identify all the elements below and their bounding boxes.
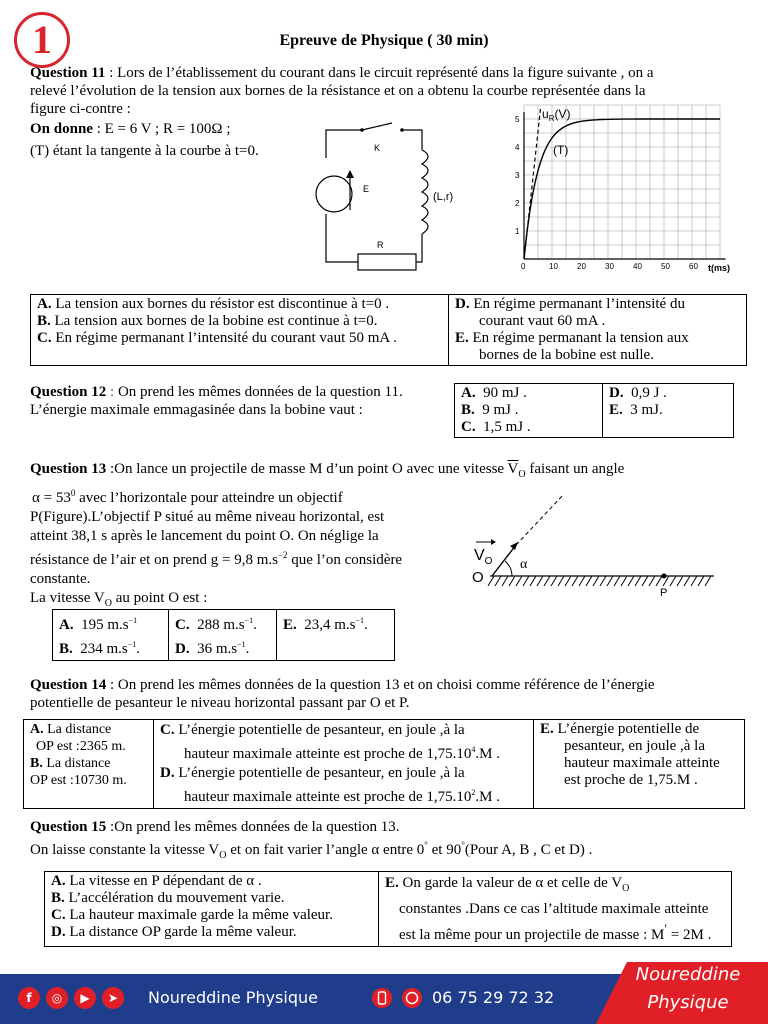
v0-arrow-head <box>510 542 518 550</box>
source-label: E <box>363 184 370 194</box>
hatch-mark <box>516 576 522 586</box>
hatch-mark <box>586 576 592 586</box>
q14-option-b[interactable]: B. La distance OP est :10730 m. <box>30 756 127 788</box>
telegram-icon[interactable]: ➤ <box>102 987 124 1009</box>
graph-ticks <box>515 115 698 271</box>
switch-contact <box>400 128 404 132</box>
tangent-note: (T) étant la tangente à la courbe à t=0. <box>30 143 259 159</box>
hatch-mark <box>593 576 599 586</box>
facebook-icon[interactable]: f <box>18 987 40 1009</box>
footer-name: Noureddine Physique <box>148 988 318 1007</box>
circuit-wire <box>402 130 422 150</box>
x-tick-label: 20 <box>577 262 586 271</box>
coil-shape <box>422 150 428 234</box>
q14-option-c[interactable]: C. L’énergie potentielle de pesanteur, en joule ,à la hauteur maximale atteinte est proche de 1,75.10$^4$.M . <box>160 722 500 762</box>
q15-option-e[interactable]: E. On garde la valeur de α et celle de $V_O$ constantes .Dans ce cas l’altitude maximale atteinte est la même pour un projectile de masse : M′ = 2M . <box>385 875 712 943</box>
source-arrow-head <box>346 170 354 178</box>
hatch-mark <box>684 576 690 586</box>
hatch-mark <box>607 576 613 586</box>
page-number-badge: 1 <box>14 12 70 68</box>
brand-line-2: Physique <box>647 992 729 1013</box>
resistor-shape <box>358 254 416 270</box>
q14-answers <box>23 719 745 809</box>
y-tick-label: 1 <box>515 227 520 236</box>
projectile-figure <box>468 490 718 602</box>
hatch-mark <box>551 576 557 586</box>
hatch-mark <box>698 576 704 586</box>
fig-v0-overline-head <box>491 539 496 545</box>
y-tick-label: 4 <box>515 143 520 152</box>
q13-answers <box>52 609 395 661</box>
hatch-mark <box>705 576 711 586</box>
q13-option-e[interactable]: E. 23,4 $m.s^{-1}$. <box>283 616 368 633</box>
footer <box>0 962 768 1024</box>
q15-option-a[interactable]: A. La vitesse en P dépendant de α . <box>51 873 262 889</box>
fig-p-label: P <box>660 587 668 599</box>
hatch-mark <box>537 576 543 586</box>
tangent-label: (T) <box>553 143 569 157</box>
voltage-source-shape <box>316 176 352 212</box>
q11-text: : Lors de l’établissement du courant dans le circuit représenté dans la figure suivante , on a <box>105 65 654 81</box>
q11-option-a[interactable]: A. La tension aux bornes du résistor est discontinue à t=0 . <box>37 296 390 312</box>
hatch-mark <box>642 576 648 586</box>
q11-option-d[interactable]: D. En régime permanant l’intensité du courant vaut 60 mA . <box>455 296 685 329</box>
q12-option-e[interactable]: E. 3 mJ. <box>609 402 663 418</box>
q15-option-c[interactable]: C. La hauteur maximale garde la même valeur. <box>51 907 333 923</box>
q11-text: relevé l’évolution de la tension aux bornes de la résistance et on a obtenu la courbe représentée dans la <box>30 83 646 99</box>
q13-option-b[interactable]: B. 234 $m.s^{-1}$. <box>59 640 141 657</box>
q13-text: $\alpha = 53^0$ avec l’horizontale pour atteindre un objectif P(Figure).L’objectif P situé au même niveau horizontal, est atteint 38,1 s après le lancement du point O. On néglige la résistance de l’air et on prend g = 9,8 $m.s^{-2}$ que l’on considère constante. La vitesse $V_O$ au point O est : <box>30 488 403 609</box>
q13-option-c[interactable]: C. 288 $m.s^{-1}$. <box>175 616 257 633</box>
ur-time-graph <box>496 104 746 284</box>
hatch-mark <box>600 576 606 586</box>
hatch-mark <box>614 576 620 586</box>
hatch-mark <box>670 576 676 586</box>
q14-label: Question 14 <box>30 677 107 693</box>
given-values: : E = 6 V ; R = 100Ω ; <box>92 121 231 137</box>
hatch-mark <box>677 576 683 586</box>
target-point <box>662 574 667 579</box>
rl-circuit-diagram <box>310 118 454 278</box>
youtube-icon[interactable]: ▶ <box>74 987 96 1009</box>
launch-direction <box>516 494 564 545</box>
q15-text: Question 15 :On prend les mêmes données de la question 13. On laisse constante la vitesse $V_O$ et on fait varier l’angle α entre 0° et 90°(Pour A, B , C et D) . <box>30 819 593 861</box>
angle-arc <box>505 561 512 576</box>
graph-ylabel: $u_R(V)$ <box>542 107 571 123</box>
resistor-label: R <box>377 240 384 250</box>
q12-option-d[interactable]: D. 0,9 J . <box>609 385 667 401</box>
hatch-mark <box>649 576 655 586</box>
footer-phone: 06 75 29 72 32 <box>432 988 555 1007</box>
x-tick-label: 60 <box>689 262 698 271</box>
hatch-mark <box>635 576 641 586</box>
q15-option-d[interactable]: D. La distance OP garde la même valeur. <box>51 924 297 940</box>
fig-o-label: O <box>472 569 484 586</box>
switch-blade <box>362 123 392 130</box>
x-tick-label: 10 <box>549 262 558 271</box>
hatch-mark <box>558 576 564 586</box>
coil-label: (L,r) <box>433 191 454 203</box>
x-tick-label: 30 <box>605 262 614 271</box>
q12-answers <box>454 383 734 438</box>
q11-option-b[interactable]: B. La tension aux bornes de la bobine est continue à t=0. <box>37 313 378 329</box>
q11-option-e[interactable]: E. En régime permanant la tension aux bornes de la bobine est nulle. <box>455 330 689 363</box>
hatch-mark <box>495 576 501 586</box>
hatch-mark <box>523 576 529 586</box>
q13-option-a[interactable]: A. 195 $m.s^{-1}$ <box>59 616 138 633</box>
q12-label: Question 12 <box>30 384 107 400</box>
hatch-mark <box>509 576 515 586</box>
x-tick-label: 0 <box>521 262 526 271</box>
q13-line1: Question 13 :On lance un projectile de masse M d’un point O avec une vitesse $\overline{V}_O$ faisant un angle <box>30 461 625 480</box>
q14-text: Question 14 : On prend les mêmes données de la question 13 et on choisi comme référence de l’énergie potentielle de pesanteur le niveau horizontal passant par O et P. <box>30 677 655 711</box>
q11-answers <box>30 294 747 366</box>
switch-contact <box>360 128 364 132</box>
y-tick-label: 3 <box>515 171 520 180</box>
q11-text: figure ci-contre : <box>30 101 131 117</box>
q11-label: Question 11 <box>30 65 106 81</box>
circuit-wire <box>326 130 362 158</box>
ground-hatching <box>488 576 711 586</box>
q14-option-e[interactable]: E. L’énergie potentielle de pesanteur, en joule ,à la hauteur maximale atteinte est proche de 1,75.M . <box>540 721 720 788</box>
x-tick-label: 50 <box>661 262 670 271</box>
page-title: Epreuve de Physique ( 30 min) <box>279 32 489 49</box>
q13-option-d[interactable]: D. 36 $m.s^{-1}$. <box>175 640 250 657</box>
hatch-mark <box>572 576 578 586</box>
q12-option-c[interactable]: C. 1,5 mJ . <box>461 419 531 435</box>
q12-option-b[interactable]: B. 9 mJ . <box>461 402 519 418</box>
given-label: On donne <box>30 121 93 137</box>
q15-option-b[interactable]: B. L’accélération du mouvement varie. <box>51 890 285 906</box>
q12-option-a[interactable]: A. 90 mJ . <box>461 385 527 401</box>
switch-label: K <box>374 143 381 153</box>
brand-line-1: Noureddine <box>635 964 741 985</box>
y-tick-label: 2 <box>515 199 520 208</box>
hatch-mark <box>565 576 571 586</box>
hatch-mark <box>544 576 550 586</box>
hatch-mark <box>502 576 508 586</box>
q15-answers <box>44 871 732 947</box>
q13-label: Question 13 <box>30 461 107 477</box>
q11-option-c[interactable]: C. En régime permanant l’intensité du courant vaut 50 mA . <box>37 330 397 346</box>
q12-text: Question 12 : On prend les mêmes données de la question 11. L’énergie maximale emmagasinée dans la bobine vaut : <box>30 384 403 418</box>
hatch-mark <box>530 576 536 586</box>
fig-alpha-label: α <box>520 557 528 572</box>
v0-vector <box>492 545 516 576</box>
q14-option-d[interactable]: D. L’énergie potentielle de pesanteur, en joule ,à la hauteur maximale atteinte est proche de 1,75.10$^2$.M . <box>160 765 500 805</box>
hatch-mark <box>488 576 494 586</box>
q15-label: Question 15 <box>30 819 107 835</box>
q14-option-a[interactable]: A. La distance OP est :2365 m. <box>30 722 126 754</box>
instagram-icon[interactable]: ◎ <box>46 987 68 1009</box>
graph-grid <box>524 105 726 259</box>
fig-v0-label: $V_O$ <box>474 547 493 567</box>
x-tick-label: 40 <box>633 262 642 271</box>
circuit-wire <box>326 214 358 262</box>
hatch-mark <box>579 576 585 586</box>
whatsapp-icon[interactable] <box>402 988 422 1008</box>
hatch-mark <box>691 576 697 586</box>
graph-xlabel: t(ms) <box>708 263 730 273</box>
phone-icon <box>372 988 392 1008</box>
hatch-mark <box>621 576 627 586</box>
circuit-wire <box>416 234 422 262</box>
hatch-mark <box>656 576 662 586</box>
y-tick-label: 5 <box>515 115 520 124</box>
hatch-mark <box>628 576 634 586</box>
